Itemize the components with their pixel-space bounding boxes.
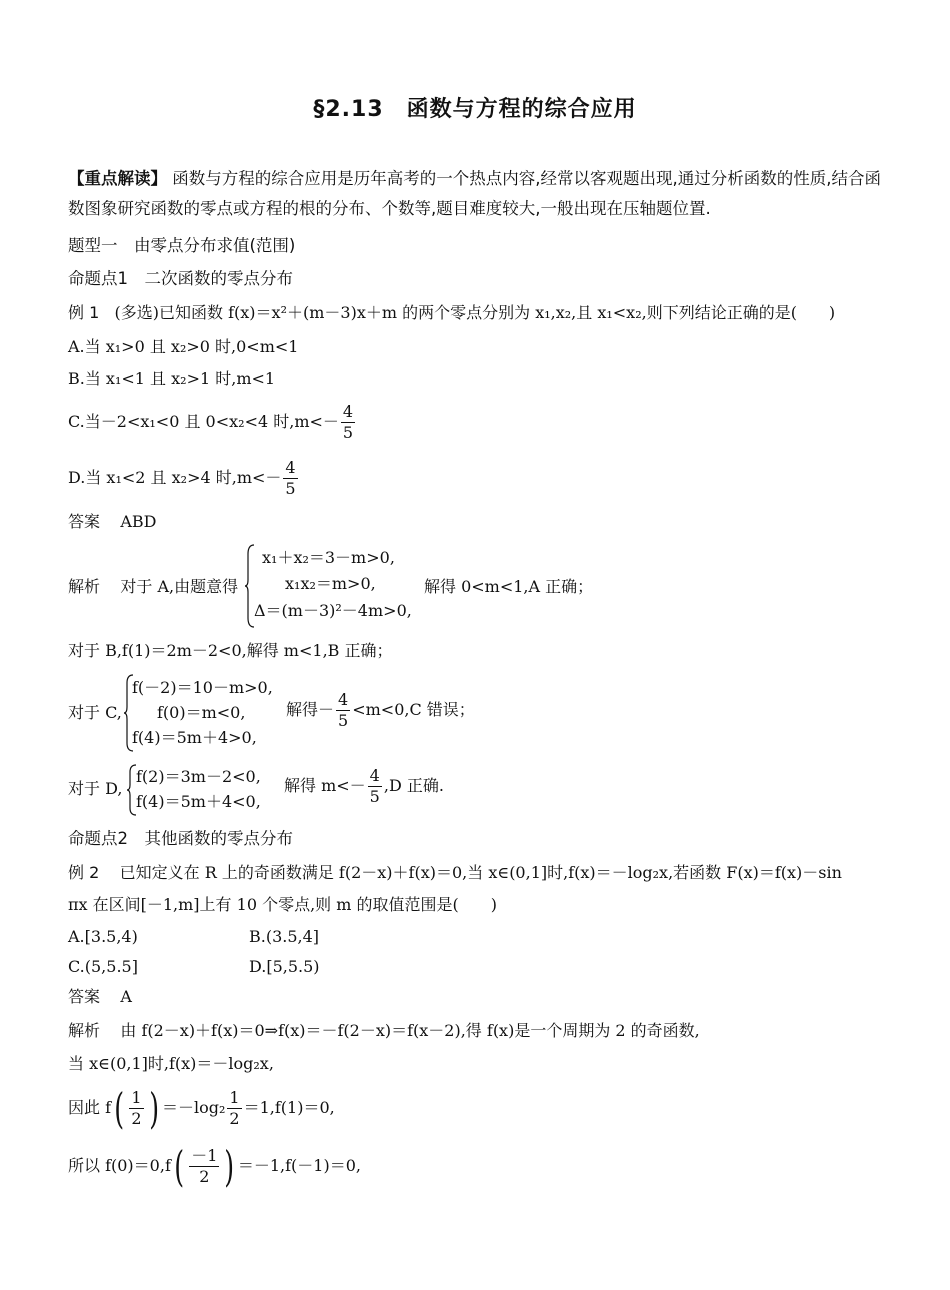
fraction-numerator: 1 [131, 1088, 142, 1107]
analysis-d-intro: 对于 D, [68, 779, 123, 798]
fraction-numerator: －1 [191, 1146, 218, 1165]
fraction-denominator: 5 [369, 787, 380, 806]
option-c-text: C.当－2<x₁<0 且 0<x₂<4 时,m<－ [68, 412, 339, 431]
system-a-line-3: Δ＝(m－3)²－4m>0, [254, 601, 412, 620]
analysis-a-result: 解得 0<m<1,A 正确； [424, 577, 594, 596]
answer-label: 答案 [68, 512, 101, 531]
page-title: §2.13 函数与方程的综合应用 [313, 97, 637, 122]
system-a-line-2: x₁x₂＝m>0, [285, 574, 376, 593]
fraction [368, 766, 382, 807]
answer-1 [68, 511, 157, 533]
example-2-stem-2: πx 在区间[－1,m]上有 10 个零点,则 m 的取值范围是( ) [68, 895, 497, 914]
fraction-denominator: 5 [342, 423, 354, 442]
system-c-line-1: f(－2)＝10－m>0, [132, 678, 273, 697]
left-paren: ( [114, 1083, 125, 1133]
answer-label: 答案 [68, 987, 101, 1006]
example-2-text: 已知定义在 R 上的奇函数满足 f(2－x)＋f(x)＝0,当 x∈(0,1]时,f(x)＝－log₂x,若函数 F(x)＝f(x)－sin [119, 863, 842, 882]
option-d-text: D.当 x₁<2 且 x₂>4 时,m<－ [68, 468, 282, 487]
system-d-line-2: f(4)＝5m＋4<0, [136, 792, 261, 811]
analysis-a-intro [68, 576, 238, 598]
system-c-line-2: f(0)＝m<0, [157, 703, 246, 722]
analysis-b: 对于 B,f(1)＝2m－2<0,解得 m<1,B 正确； [68, 641, 393, 660]
analysis-2-line-2: 当 x∈(0,1]时,f(x)＝－log₂x, [68, 1054, 274, 1073]
fraction-numerator: 4 [285, 458, 296, 477]
analysis-label: 解析 [68, 1021, 101, 1040]
option-d [68, 458, 300, 499]
option-a: A.当 x₁>0 且 x₂>0 时,0<m<1 [68, 337, 299, 356]
analysis-2-line-4-text: 所以 f(0)＝0,f [68, 1156, 171, 1175]
answer-value: A [120, 987, 132, 1006]
fraction-denominator: 5 [285, 479, 296, 498]
system-d-line-1: f(2)＝3m－2<0, [136, 767, 261, 786]
analysis-2-text: 由 f(2－x)＋f(x)＝0⇒f(x)＝－f(2－x)＝f(x－2),得 f(x)是一个周期为 2 的奇函数, [120, 1021, 700, 1040]
system-a-line-1: x₁＋x₂＝3－m>0, [262, 548, 395, 567]
analysis-2-line-3-text: 因此 f [68, 1098, 112, 1117]
intro-label: 【重点解读】 [68, 169, 167, 188]
answer-value: ABD [120, 512, 157, 531]
option-d: D.[5,5.5) [249, 957, 320, 976]
right-paren: ) [148, 1083, 159, 1133]
fraction-numerator: 1 [229, 1088, 240, 1107]
example-1-stem [68, 302, 835, 324]
example-2-stem-1 [68, 862, 842, 884]
example-2-label: 例 2 [68, 863, 100, 882]
option-c: C.(5,5.5] [68, 957, 138, 976]
fraction-denominator: 2 [229, 1109, 240, 1128]
fraction [336, 690, 350, 731]
fraction-denominator: 2 [199, 1167, 210, 1186]
fraction-denominator: 5 [338, 711, 349, 730]
analysis-label: 解析 [68, 577, 101, 596]
option-b: B.当 x₁<1 且 x₂>1 时,m<1 [68, 369, 276, 388]
analysis-2-line-1 [68, 1020, 700, 1042]
intro-text: 函数与方程的综合应用是历年高考的一个热点内容,经常以客观题出现,通过分析函数的性质,结合函数图象研究函数的零点或方程的根的分布、个数等,题目难度较大,一般出现在压轴题位置. [68, 169, 881, 218]
option-b: B.(3.5,4] [249, 927, 320, 946]
analysis-d-result-text: 解得 m<－ [284, 776, 366, 795]
analysis-d-result [284, 766, 444, 807]
analysis-a-text: 对于 A,由题意得 [120, 577, 239, 596]
right-paren: ) [224, 1141, 235, 1191]
analysis-c-result-tail: <m<0,C 错误； [352, 700, 475, 719]
analysis-c-result-text: 解得－ [286, 700, 335, 719]
intro-paragraph [68, 164, 883, 224]
analysis-c-intro: 对于 C, [68, 703, 122, 722]
analysis-2-line-3 [68, 1083, 335, 1133]
fraction [129, 1088, 143, 1129]
subheading-point-2: 命题点2 其他函数的零点分布 [68, 829, 293, 848]
section-heading-1: 题型一 由零点分布求值(范围) [68, 236, 296, 255]
fraction [341, 402, 355, 443]
analysis-c-result [286, 690, 475, 731]
fraction-denominator: 2 [131, 1109, 142, 1128]
fraction-numerator: 4 [342, 402, 354, 421]
option-c [68, 402, 357, 443]
example-1-text: (多选)已知函数 f(x)＝x²＋(m－3)x＋m 的两个零点分别为 x₁,x₂,且 x₁<x₂,则下列结论正确的是( ) [114, 303, 836, 322]
fraction [283, 458, 297, 499]
analysis-d-result-tail: ,D 正确. [383, 776, 444, 795]
fraction-numerator: 4 [338, 690, 349, 709]
option-a: A.[3.5,4) [68, 927, 138, 946]
fraction [227, 1088, 241, 1129]
analysis-2-line-3-tail: ＝1,f(1)＝0, [243, 1098, 335, 1117]
left-paren: ( [174, 1141, 184, 1191]
analysis-2-line-3-mid: ＝－log₂ [161, 1098, 226, 1117]
fraction [189, 1146, 219, 1187]
subheading-point-1: 命题点1 二次函数的零点分布 [68, 269, 293, 288]
analysis-2-line-4 [68, 1141, 361, 1191]
answer-2 [68, 986, 132, 1008]
system-c-line-3: f(4)＝5m＋4>0, [132, 728, 257, 747]
fraction-numerator: 4 [369, 766, 380, 785]
analysis-2-line-4-tail: ＝－1,f(－1)＝0, [237, 1156, 361, 1175]
example-1-label: 例 1 [68, 303, 100, 322]
